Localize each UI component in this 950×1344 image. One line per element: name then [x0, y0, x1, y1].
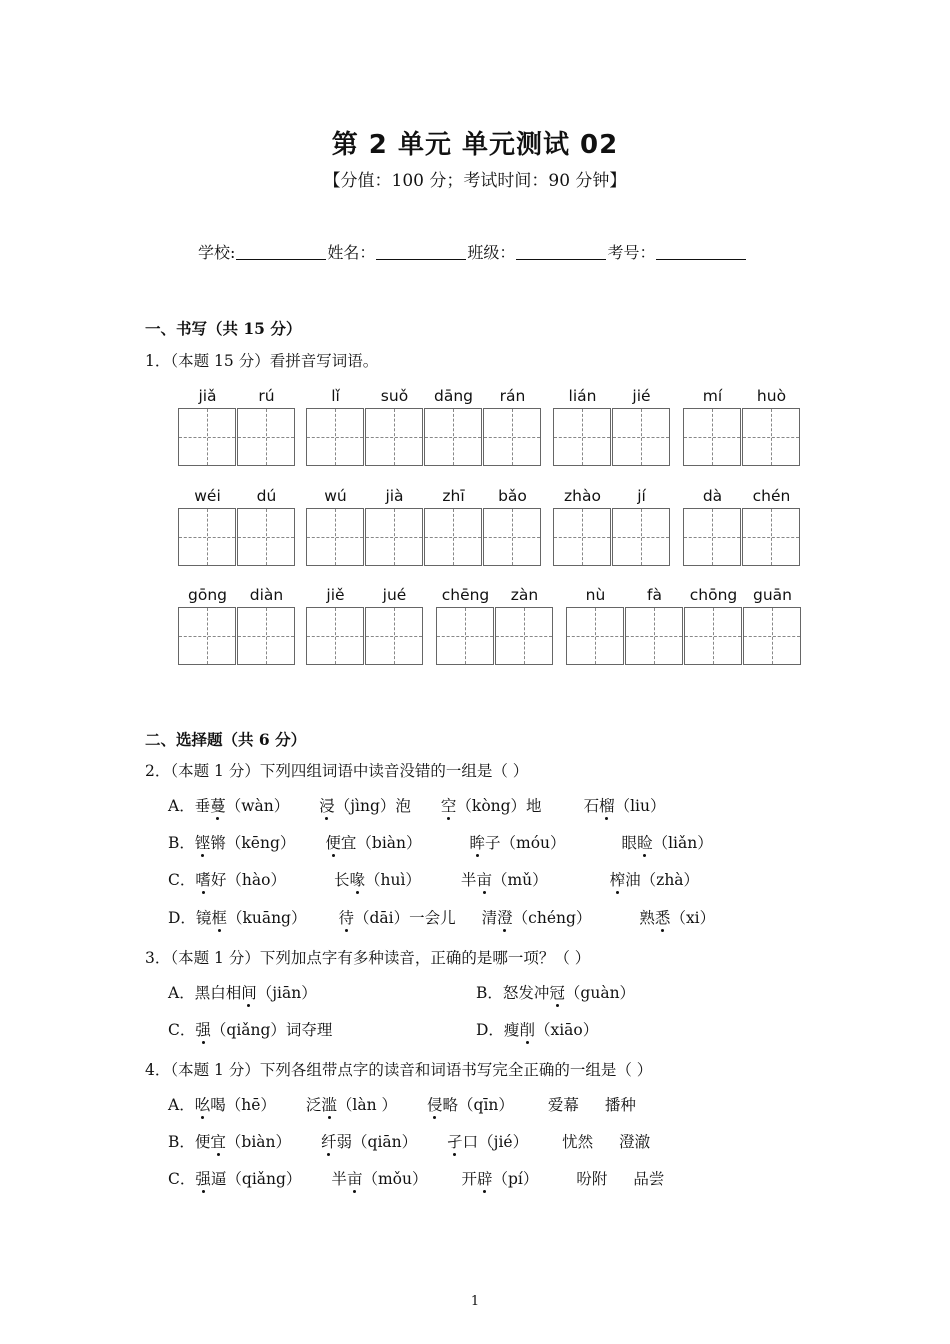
section-2-heading: 二、选择题（共 6 分） — [145, 730, 307, 749]
pinyin-label: rán — [499, 387, 526, 405]
pinyin-label: suǒ — [380, 387, 409, 405]
pinyin-label: gōng — [188, 586, 227, 604]
word-group — [436, 586, 554, 668]
word-group — [306, 387, 542, 469]
pinyin-label: jiě — [326, 586, 345, 604]
number-label: 考号： — [607, 243, 656, 262]
pinyin-label: chén — [752, 487, 791, 505]
writing-box[interactable] — [742, 508, 800, 566]
word-group — [553, 487, 671, 569]
writing-box[interactable] — [483, 508, 541, 566]
pinyin-label: zhī — [442, 487, 465, 505]
student-info-line — [198, 240, 747, 263]
q3-option-a[interactable]: A．黑白相间（jiān） — [168, 984, 317, 1002]
pinyin-label: wéi — [194, 487, 221, 505]
q2-option-d[interactable]: D．镜框（kuāng） 待（dāi）一会儿 清澄（chéng） 熟悉（xi） — [168, 909, 716, 927]
pinyin-label: guān — [753, 586, 792, 604]
page-number: 1 — [470, 1294, 480, 1309]
school-blank[interactable] — [236, 245, 326, 260]
writing-box[interactable] — [306, 408, 364, 466]
pinyin-label: jià — [385, 487, 404, 505]
q3-option-d[interactable]: D．瘦削（xiāo） — [476, 1021, 599, 1039]
writing-box[interactable] — [365, 408, 423, 466]
q2-option-a[interactable]: A．垂蔓（wàn） 浸（jìng）泡 空（kòng）地 石榴（liu） — [168, 797, 666, 815]
writing-box[interactable] — [237, 508, 295, 566]
writing-box[interactable] — [683, 408, 741, 466]
writing-box[interactable] — [424, 408, 482, 466]
writing-box[interactable] — [237, 408, 295, 466]
pinyin-label: jié — [632, 387, 651, 405]
question-2-stem: 2．（本题 1 分）下列四组词语中读音没错的一组是（ ） — [145, 762, 529, 780]
q2-option-c[interactable]: C．嗜好（hào） 长喙（huì） 半亩（mǔ） 榨油（zhà） — [168, 871, 700, 889]
pinyin-label: dú — [256, 487, 277, 505]
pinyin-label: bǎo — [498, 487, 527, 505]
q4-option-b[interactable]: B．便宜（biàn） 纤弱（qiān） 孑口（jié） 忧然 澄澈 — [168, 1133, 651, 1151]
writing-box[interactable] — [743, 607, 801, 665]
writing-box[interactable] — [684, 607, 742, 665]
q3-option-b[interactable]: B．怒发冲冠（guàn） — [476, 984, 636, 1002]
word-group — [178, 387, 296, 469]
writing-box[interactable] — [612, 508, 670, 566]
writing-box[interactable] — [553, 508, 611, 566]
pinyin-label: huò — [756, 387, 787, 405]
word-group — [178, 487, 296, 569]
writing-box[interactable] — [495, 607, 553, 665]
school-label: 学校: — [198, 243, 236, 262]
number-blank[interactable] — [656, 245, 746, 260]
writing-box[interactable] — [742, 408, 800, 466]
q4-option-c[interactable]: C．强逼（qiǎng） 半亩（mǒu） 开辟（pí） 吩附 品尝 — [168, 1170, 665, 1188]
pinyin-label: lián — [568, 387, 597, 405]
class-blank[interactable] — [516, 245, 606, 260]
pinyin-label: dāng — [434, 387, 473, 405]
pinyin-label: zàn — [510, 586, 539, 604]
pinyin-label: chōng — [689, 586, 738, 604]
q2-option-b[interactable]: B．铿锵（kēng） 便宜（biàn） 眸子（móu） 眼睑（liǎn） — [168, 834, 713, 852]
writing-box[interactable] — [178, 408, 236, 466]
writing-box[interactable] — [436, 607, 494, 665]
word-group — [306, 586, 424, 668]
class-label: 班级： — [467, 243, 516, 262]
pinyin-label: zhào — [564, 487, 601, 505]
writing-box[interactable] — [365, 508, 423, 566]
writing-box[interactable] — [306, 607, 364, 665]
pinyin-label: lǐ — [331, 387, 340, 405]
writing-box[interactable] — [424, 508, 482, 566]
pinyin-label: mí — [702, 387, 723, 405]
q3-option-c[interactable]: C．强（qiǎng）词夺理 — [168, 1021, 333, 1039]
question-3-stem: 3．（本题 1 分）下列加点字有多种读音，正确的是哪一项？（ ） — [145, 949, 591, 967]
writing-box[interactable] — [237, 607, 295, 665]
pinyin-label: chēng — [441, 586, 490, 604]
pinyin-label: wú — [324, 487, 347, 505]
q4-option-a[interactable]: A．吆喝（hē） 泛滥（làn ） 侵略（qīn） 爱幕 播种 — [168, 1096, 636, 1114]
pinyin-label: nù — [585, 586, 606, 604]
pinyin-label: jiǎ — [198, 387, 217, 405]
writing-box[interactable] — [483, 408, 541, 466]
writing-box[interactable] — [683, 508, 741, 566]
pinyin-label: dà — [702, 487, 723, 505]
writing-box[interactable] — [306, 508, 364, 566]
word-group — [306, 487, 542, 569]
pinyin-label: jué — [382, 586, 407, 604]
writing-box[interactable] — [178, 607, 236, 665]
page-title: 第 2 单元 单元测试 02 — [331, 130, 619, 160]
word-group — [683, 487, 801, 569]
word-group — [566, 586, 802, 668]
writing-box[interactable] — [553, 408, 611, 466]
name-blank[interactable] — [376, 245, 466, 260]
page-subtitle: 【分值：100 分；考试时间：90 分钟】 — [323, 171, 627, 191]
writing-box[interactable] — [365, 607, 423, 665]
word-group — [178, 586, 296, 668]
question-1-stem: 1．（本题 15 分）看拼音写词语。 — [145, 352, 379, 370]
word-group — [683, 387, 801, 469]
question-4-stem: 4．（本题 1 分）下列各组带点字的读音和词语书写完全正确的一组是（ ） — [145, 1061, 653, 1079]
pinyin-label: rú — [258, 387, 275, 405]
pinyin-label: fà — [647, 586, 662, 604]
section-1-heading: 一、书写（共 15 分） — [145, 319, 302, 338]
pinyin-label: diàn — [249, 586, 284, 604]
word-group — [553, 387, 671, 469]
name-label: 姓名： — [327, 243, 376, 262]
pinyin-label: jí — [637, 487, 646, 505]
writing-box[interactable] — [612, 408, 670, 466]
writing-box[interactable] — [178, 508, 236, 566]
writing-box[interactable] — [566, 607, 624, 665]
writing-box[interactable] — [625, 607, 683, 665]
